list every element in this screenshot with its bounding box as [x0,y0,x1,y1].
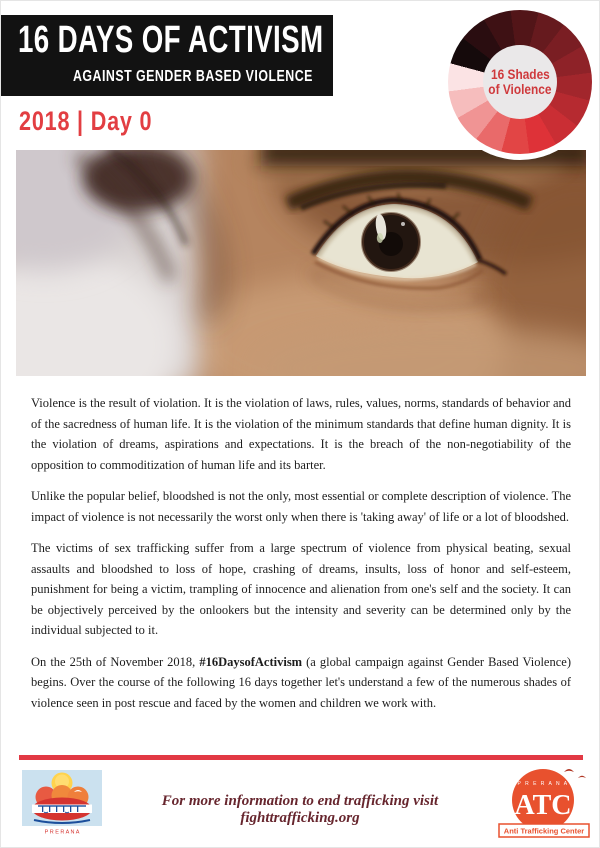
paragraph-1: Violence is the result of violation. It is the violation of laws, rules, values, norms, standards of behavior and of the sacredness of human life. It is the violation of the minimum standards that define human dignity. It is the violation of dreams, aspirations and expectations. It is the breach of the non-negotiability of the opposition to commoditization of human life and its barter. [31,396,571,472]
hashtag-16daysofactivism: #16DaysofActivism [199,654,303,669]
atc-acronym: ATC [514,790,572,821]
prerana-logo-icon [21,770,103,838]
footer-note: For more information to end trafficking visit fighttrafficking.org [161,793,439,826]
page-title: 16 DAYS OF ACTIVISM [18,19,324,61]
badge-line1: 16 Shades [490,67,550,82]
badge-line2: of Violence [488,82,552,97]
atc-caption: Anti Trafficking Center [503,826,585,836]
body-copy [31,393,571,751]
paragraph-4-lead: On the 25th of November 2018, [31,654,200,669]
paragraph-2: Unlike the popular belief, bloodshed is not the only, most essential or complete description of violence. The impact of violence is not necessarily the worst only when there is 'taking away' of life or a lot of bloodshed. [31,489,571,524]
page-subtitle: AGAINST GENDER BASED VIOLENCE [73,68,313,85]
eye-photo [16,150,586,376]
paragraph-4-rest: (a global campaign against Gender Based Violence) begins. Over the course of the following 16 days together let's understand a few of the numerous shades of violence seen in post rescue and faced by the women and children we work with. [31,654,571,710]
paragraph-4 [31,652,571,714]
header-banner [1,15,333,96]
atc-logo-icon [498,767,590,843]
prerana-caption: P R E R A N A [44,829,80,836]
paragraph-3: The victims of sex trafficking suffer from a large spectrum of violence from physical beating, sexual assaults and bloodshed to loss of hope, crashing of dreams, insults, loss of honor and self-esteem, punishment for being a victim, trampling of innocence and alienation from one's self and the society. It can be objectively perceived by the onlookers but the intensity and severity can be determined only by the individual subjected to it. [31,541,571,637]
shades-badge-center [483,45,557,119]
eye-photo-art [16,150,586,376]
edition-label: 2018 | Day 0 [19,106,153,136]
atc-org-label: P R E R A N A [517,781,569,787]
footer-divider [19,755,583,760]
shades-badge [442,4,598,160]
